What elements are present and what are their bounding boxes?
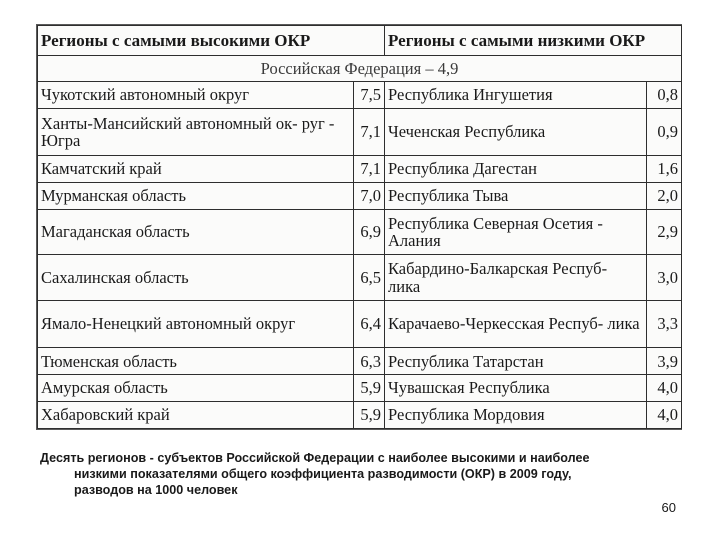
low-value-cell: 0,8 bbox=[647, 81, 682, 108]
low-value-cell: 4,0 bbox=[647, 375, 682, 402]
table-row bbox=[38, 255, 682, 300]
high-region-cell: Камчатский край bbox=[38, 156, 354, 183]
low-region-cell: Чувашская Республика bbox=[385, 375, 647, 402]
low-region-cell: Кабардино-Балкарская Респуб- лика bbox=[385, 255, 647, 300]
low-region-cell: Республика Мордовия bbox=[385, 402, 647, 429]
high-value-cell: 7,1 bbox=[354, 108, 385, 156]
table-row bbox=[38, 183, 682, 210]
high-value-cell: 5,9 bbox=[354, 375, 385, 402]
caption-line: разводов на 1000 человек bbox=[74, 483, 238, 497]
high-value-cell: 7,5 bbox=[354, 81, 385, 108]
table-row bbox=[38, 81, 682, 108]
low-value-cell: 4,0 bbox=[647, 402, 682, 429]
table-row bbox=[38, 108, 682, 156]
high-region-cell: Магаданская область bbox=[38, 209, 354, 254]
header-high-regions: Регионы с самыми высокими ОКР bbox=[38, 26, 385, 56]
high-region-cell: Ямало-Ненецкий автономный округ bbox=[38, 300, 354, 348]
caption-line: Десять регионов - субъектов Российской Федерации с наиболее высокими и наиболее bbox=[40, 451, 590, 465]
high-value-cell: 6,9 bbox=[354, 209, 385, 254]
high-value-cell: 6,3 bbox=[354, 348, 385, 375]
page-number: 60 bbox=[661, 500, 676, 515]
high-value-cell: 6,5 bbox=[354, 255, 385, 300]
low-value-cell: 2,9 bbox=[647, 209, 682, 254]
low-region-cell: Республика Татарстан bbox=[385, 348, 647, 375]
high-value-cell: 7,1 bbox=[354, 156, 385, 183]
high-value-cell: 5,9 bbox=[354, 402, 385, 429]
low-value-cell: 0,9 bbox=[647, 108, 682, 156]
table-row bbox=[38, 402, 682, 429]
high-value-cell: 7,0 bbox=[354, 183, 385, 210]
high-region-cell: Мурманская область bbox=[38, 183, 354, 210]
federation-row bbox=[38, 55, 682, 81]
low-region-cell: Республика Северная Осетия - Алания bbox=[385, 209, 647, 254]
table-row bbox=[38, 348, 682, 375]
table-row bbox=[38, 300, 682, 348]
high-region-cell: Чукотский автономный округ bbox=[38, 81, 354, 108]
high-value-cell: 6,4 bbox=[354, 300, 385, 348]
low-region-cell: Республика Тыва bbox=[385, 183, 647, 210]
low-value-cell: 3,3 bbox=[647, 300, 682, 348]
high-region-cell: Ханты-Мансийский автономный ок- руг - Югра bbox=[38, 108, 354, 156]
high-region-cell: Хабаровский край bbox=[38, 402, 354, 429]
federation-average: Российская Федерация – 4,9 bbox=[38, 55, 682, 81]
figure-caption bbox=[40, 450, 674, 498]
header-low-regions: Регионы с самыми низкими ОКР bbox=[385, 26, 682, 56]
table-header-row bbox=[38, 26, 682, 56]
low-value-cell: 2,0 bbox=[647, 183, 682, 210]
low-value-cell: 3,9 bbox=[647, 348, 682, 375]
low-value-cell: 3,0 bbox=[647, 255, 682, 300]
low-region-cell: Республика Ингушетия bbox=[385, 81, 647, 108]
caption-line: низкими показателями общего коэффициента разводимости (ОКР) в 2009 году, bbox=[74, 467, 572, 481]
table-row bbox=[38, 375, 682, 402]
high-region-cell: Сахалинская область bbox=[38, 255, 354, 300]
low-region-cell: Чеченская Республика bbox=[385, 108, 647, 156]
low-value-cell: 1,6 bbox=[647, 156, 682, 183]
low-region-cell: Республика Дагестан bbox=[385, 156, 647, 183]
high-region-cell: Амурская область bbox=[38, 375, 354, 402]
scanned-table-image bbox=[36, 24, 682, 430]
table-row bbox=[38, 156, 682, 183]
low-region-cell: Карачаево-Черкесская Респуб- лика bbox=[385, 300, 647, 348]
divorce-rate-table bbox=[37, 25, 682, 429]
table-row bbox=[38, 209, 682, 254]
high-region-cell: Тюменская область bbox=[38, 348, 354, 375]
